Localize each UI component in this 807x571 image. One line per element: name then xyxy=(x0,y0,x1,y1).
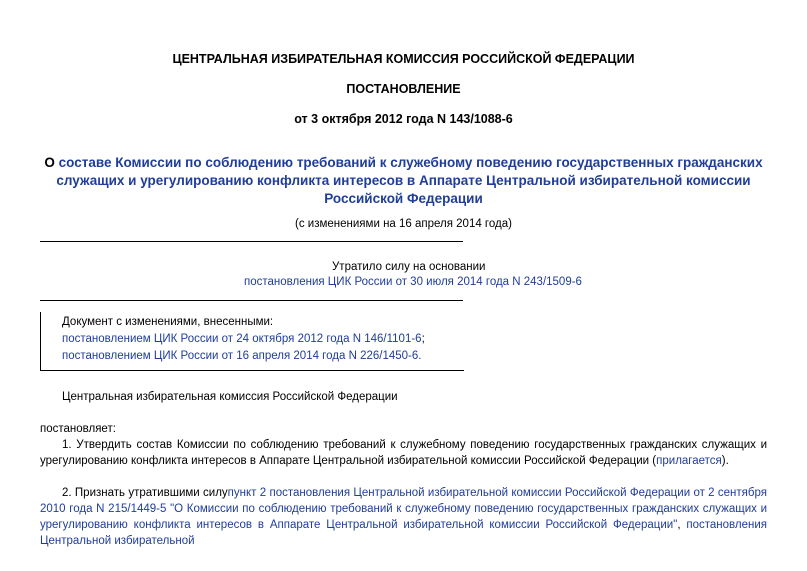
document-title-lead: О xyxy=(44,155,55,170)
paragraph-1-link[interactable]: прилагается xyxy=(656,455,722,467)
paragraph-2-link-2[interactable]: постановления Центральной избирательной xyxy=(40,519,767,547)
paragraph-2-text: 2. Признать утратившими силу xyxy=(62,487,228,499)
paragraph-1 xyxy=(40,437,767,469)
paragraph-1-end: ). xyxy=(721,455,729,467)
lost-force-label: Утратило силу на основании xyxy=(332,261,486,273)
organization-heading: ЦЕНТРАЛЬНАЯ ИЗБИРАТЕЛЬНАЯ КОМИССИЯ РОССИЙСКОЙ ФЕДЕРАЦИИ xyxy=(172,52,635,66)
paragraph-2-sep: , xyxy=(677,519,687,531)
divider-middle xyxy=(40,300,463,301)
document-type-heading: ПОСТАНОВЛЕНИЕ xyxy=(346,82,461,96)
paragraph-1-text: 1. Утвердить состав Комиссии по соблюдению требований к служебному поведению государственных гражданских служащих и урегулированию конфликта интересов в Аппарате Центральной избирательной комиссии Российской Федерации ( xyxy=(40,439,767,467)
document-date-number: от 3 октября 2012 года N 143/1088-6 xyxy=(294,112,513,126)
changes-link-1-end: ; xyxy=(421,333,425,345)
paragraph-2-link[interactable]: пункт 2 постановления Центральной избирательной комиссии Российской Федерации от 2 сентября 2010 года N 215/1449-5 "О Комиссии по соблюдению требований к служебному поведению государственных гражданских служащих и урегулированию конфликта интересов в Аппарате Центральной избирательной комиссии Российской Федерации" xyxy=(40,487,767,531)
document-title xyxy=(30,154,777,208)
changes-link-1 xyxy=(62,333,425,345)
resolves-text: постановляет: xyxy=(40,423,116,435)
amendments-note: (с изменениями на 16 апреля 2014 года) xyxy=(295,218,512,230)
lost-force-link[interactable]: постановления ЦИК России от 30 июля 2014 года N 243/1509-6 xyxy=(244,276,582,288)
intro-text: Центральная избирательная комиссия Российской Федерации xyxy=(62,391,398,403)
changes-link-2[interactable]: постановлением ЦИК России от 16 апреля 2014 года N 226/1450-6. xyxy=(62,350,422,362)
changes-link-1-text[interactable]: постановлением ЦИК России от 24 октября 2012 года N 146/1101-6 xyxy=(62,333,422,345)
paragraph-2 xyxy=(40,485,767,549)
divider-top xyxy=(40,241,463,242)
document-title-link[interactable]: составе Комиссии по соблюдению требований к служебному поведению государственных гражданских служащих и урегулированию конфликта интересов в Аппарате Центральной избирательной комиссии Российской Федерации xyxy=(54,155,763,206)
changes-label: Документ с изменениями, внесенными: xyxy=(62,316,274,328)
